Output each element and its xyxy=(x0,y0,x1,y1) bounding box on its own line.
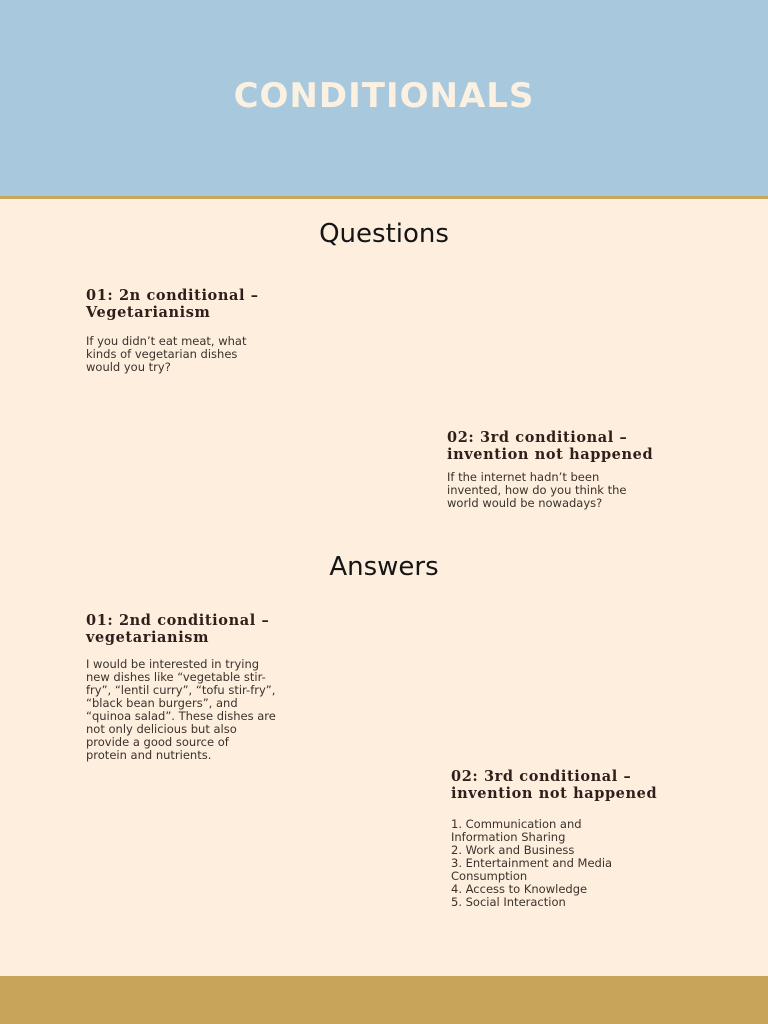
header-banner xyxy=(0,0,768,199)
answer-card-1 xyxy=(86,612,376,762)
answer-1-title: 01: 2nd conditional – vegetarianism xyxy=(86,612,270,646)
page-title: CONDITIONALS xyxy=(233,76,535,116)
footer-bar xyxy=(0,976,768,1024)
questions-heading: Questions xyxy=(319,219,449,249)
question-card-2 xyxy=(447,429,757,510)
answer-1-body: I would be interested in trying new dishes like “vegetable stir- fry”, “lentil curry”, “tofu stir-fry”, “black bean burgers”, and “quinoa salad”. These dishes are not only delicious but also provide a good source of protein and nutrients. xyxy=(86,657,276,762)
question-1-body: If you didn’t eat meat, what kinds of vegetarian dishes would you try? xyxy=(86,334,247,374)
question-2-title: 02: 3rd conditional – invention not happened xyxy=(447,429,654,463)
answer-2-title: 02: 3rd conditional – invention not happened xyxy=(451,768,658,802)
answers-heading: Answers xyxy=(329,552,439,582)
question-1-title: 01: 2n conditional – Vegetarianism xyxy=(86,287,259,321)
question-2-body: If the internet hadn’t been invented, how do you think the world would be nowadays? xyxy=(447,470,627,510)
answer-2-body: 1. Communication and Information Sharing 2. Work and Business 3. Entertainment and Media Consumption 4. Access to Knowledge 5. Social Interaction xyxy=(451,817,613,909)
question-card-1 xyxy=(86,287,356,374)
answer-card-2 xyxy=(451,768,756,909)
